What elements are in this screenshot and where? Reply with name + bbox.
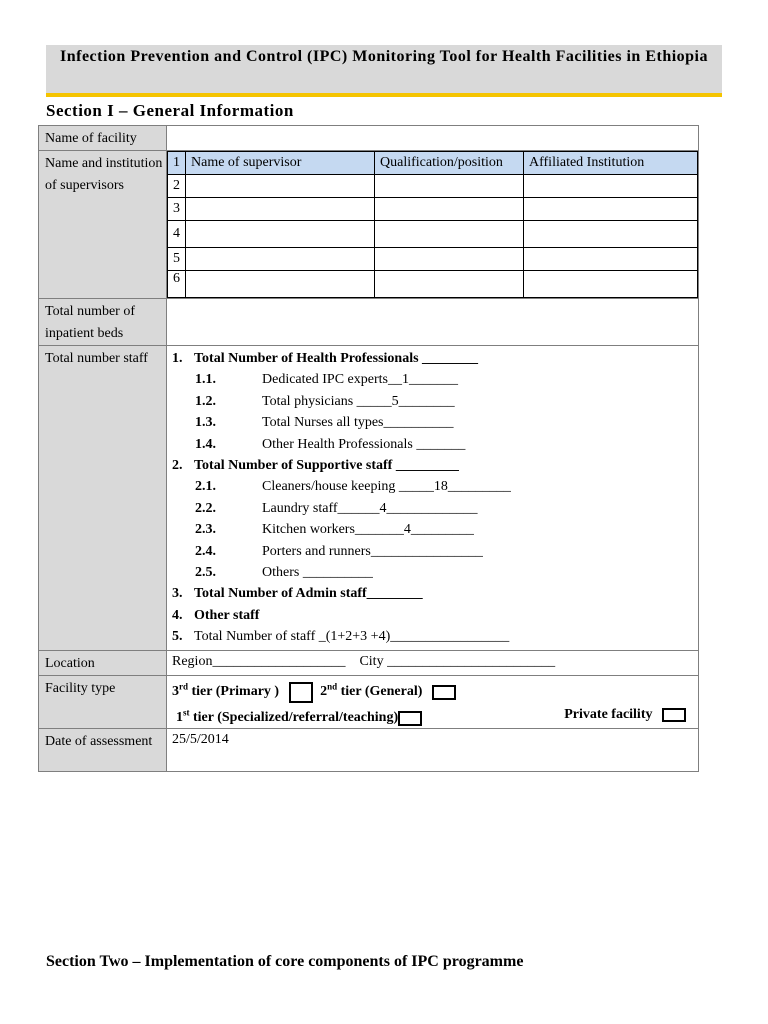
staff-subitem-other-health-professionals: 1.4. Other Health Professionals _______ [195,436,466,452]
general-information-table [38,125,699,772]
facility-type-cell [167,675,699,729]
tier2-checkbox[interactable] [432,685,456,700]
supervisor-table [167,151,698,298]
assessment-date-field[interactable]: 25/5/2014 [167,729,699,772]
facility-name-field[interactable] [167,126,699,151]
inpatient-beds-field[interactable] [167,299,699,346]
staff-breakdown [167,346,699,651]
qualification-field[interactable] [375,198,524,221]
document-title: Infection Prevention and Control (IPC) Monitoring Tool for Health Facilities in Ethiopia [46,45,722,97]
staff-subitem-physicians: 1.2. Total physicians _____5________ [195,393,455,409]
staff-subitem-porters: 2.4. Porters and runners________________ [195,543,483,559]
qualification-field[interactable] [375,271,524,298]
assessment-date-label: Date of assessment [39,729,167,772]
column-header-affiliated-institution: Affiliated Institution [524,152,698,175]
staff-subitem-kitchen: 2.3. Kitchen workers_______4_________ [195,522,474,538]
tier3-checkbox[interactable] [289,682,313,703]
institution-field[interactable] [524,271,698,298]
tier1-option: 1st tier (Specialized/referral/teaching) [176,707,399,726]
supervisor-row-number: 6 [168,271,186,298]
tier1-checkbox[interactable] [398,711,422,726]
supervisor-row-number: 4 [168,221,186,248]
staff-item-supportive: 2. Total Number of Supportive staff _________ [172,458,459,474]
staff-subitem-laundry: 2.2. Laundry staff______4_____________ [195,500,478,516]
total-staff-label: Total number staff [39,346,167,651]
supervisor-name-field[interactable] [186,198,375,221]
institution-field[interactable] [524,198,698,221]
supervisor-name-field[interactable] [186,271,375,298]
inpatient-beds-label: Total number of inpatient beds [39,299,167,346]
city-field[interactable]: City ________________________ [359,653,556,669]
staff-item-total: 5. Total Number of staff _(1+2+3 +4)_________________ [172,629,510,645]
supervisor-header-row [168,152,698,175]
supervisor-row [168,248,698,271]
supervisor-row-number: 1 [168,152,186,175]
supervisor-name-field[interactable] [186,248,375,271]
private-facility-checkbox[interactable] [662,708,686,722]
staff-subitem-cleaners: 2.1. Cleaners/house keeping _____18_________ [195,479,511,495]
staff-item-health-professionals: 1. Total Number of Health Professionals ________ [172,351,479,366]
qualification-field[interactable] [375,248,524,271]
facility-name-label: Name of facility [39,126,167,151]
institution-field[interactable] [524,175,698,198]
supervisors-label: Name and institution of supervisors [39,151,167,299]
institution-field[interactable] [524,221,698,248]
supervisor-row-number: 5 [168,248,186,271]
supervisor-row [168,221,698,248]
supervisor-row-number: 3 [168,198,186,221]
supervisors-cell [167,151,699,299]
supervisor-name-field[interactable] [186,221,375,248]
qualification-field[interactable] [375,175,524,198]
supervisor-row [168,198,698,221]
staff-subitem-others: 2.5. Others __________ [195,565,373,581]
region-field[interactable]: Region___________________ [172,653,346,669]
staff-item-other: 4. Other staff [172,607,260,623]
location-cell [167,650,699,675]
institution-field[interactable] [524,248,698,271]
tier2-option: 2nd tier (General) [320,681,423,700]
section-one-heading: Section I – General Information [46,101,294,120]
supervisor-row-number: 2 [168,175,186,198]
section-two-heading: Section Two – Implementation of core components of IPC programme [46,953,524,970]
supervisor-row [168,175,698,198]
staff-subitem-ipc-experts: 1.1. Dedicated IPC experts__1_______ [195,372,458,388]
column-header-qualification: Qualification/position [375,152,524,175]
supervisor-name-field[interactable] [186,175,375,198]
column-header-supervisor-name: Name of supervisor [186,152,375,175]
qualification-field[interactable] [375,221,524,248]
private-facility-option: Private facility [564,707,653,723]
staff-item-admin: 3. Total Number of Admin staff________ [172,586,423,602]
location-label: Location [39,650,167,675]
tier3-option: 3rd tier (Primary ) [172,681,280,700]
facility-type-label: Facility type [39,675,167,729]
staff-subitem-nurses: 1.3. Total Nurses all types__________ [195,415,454,431]
supervisor-row [168,271,698,298]
